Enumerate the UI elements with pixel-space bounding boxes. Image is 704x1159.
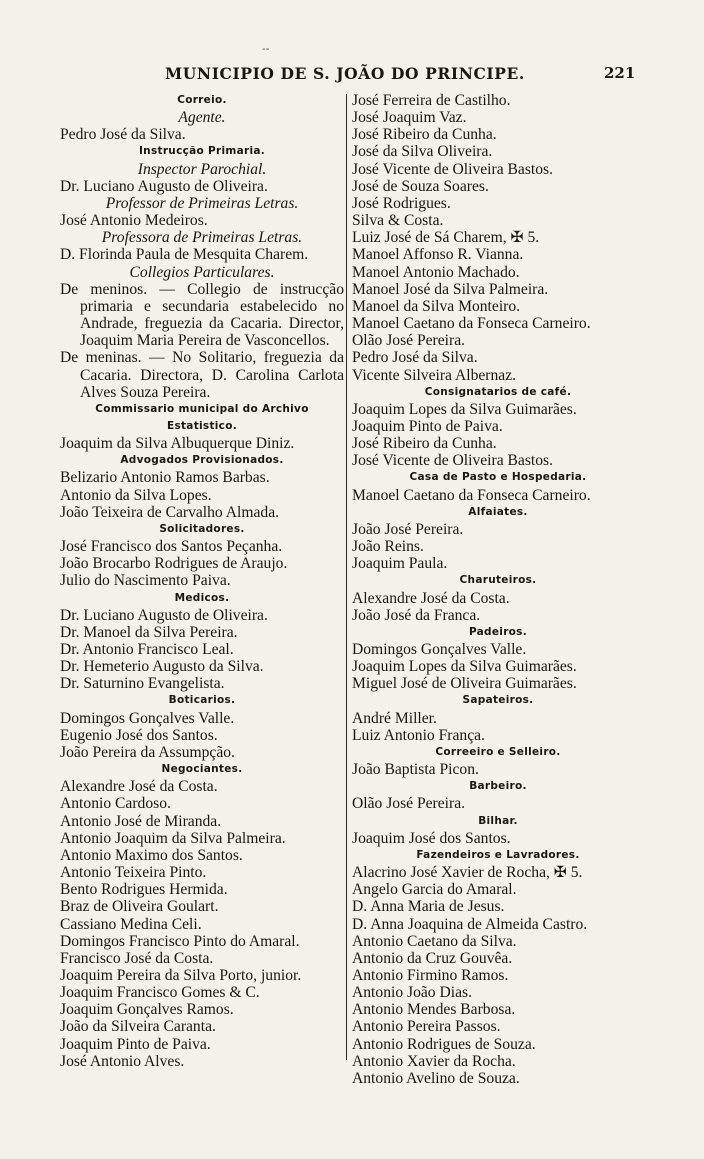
entry-line: Joaquim da Silva Albuquerque Diniz. (60, 435, 295, 453)
entry-line: João José da Franca. (352, 606, 481, 624)
section-heading: Boticarios. (168, 694, 236, 707)
entry-line: Joaquim Francisco Gomes & C. (60, 984, 260, 1002)
entry-line: João Baptista Picon. (352, 761, 479, 779)
section-heading: Alfaiates. (468, 505, 528, 518)
entry-line: Antonio Avelino de Souza. (352, 1069, 520, 1087)
entry-line: José Vicente de Oliveira Bastos. (352, 452, 554, 470)
entry-line: Domingos Francisco Pinto do Amaral. (60, 932, 300, 950)
entry-line: Antonio da Silva Lopes. (60, 486, 212, 504)
entry-line: José Joaquim Vaz. (352, 109, 467, 127)
section-heading: Negociantes. (161, 763, 243, 776)
section-heading: Correio. (177, 94, 227, 106)
entry-line: José Vicente de Oliveira Bastos. (352, 160, 554, 178)
entry-line: José Ribeiro da Cunha. (352, 126, 497, 144)
entry-line: Domingos Gonçalves Valle. (60, 709, 235, 727)
entry-line: Belizario Antonio Ramos Barbas. (60, 469, 270, 487)
entry-line: Joaquim Pinto de Paiva. (352, 417, 503, 435)
entry-line: Alexandre José da Costa. (352, 589, 510, 607)
entry-line: Bento Rodrigues Hermida. (60, 881, 228, 899)
entry-line: Antonio Joaquim da Silva Palmeira. (60, 829, 286, 847)
entry-line: Antonio Rodrigues de Souza. (352, 1035, 536, 1053)
entry-line: Braz de Oliveira Goulart. (60, 898, 219, 916)
entry-line: Joaquim Pinto de Paiva. (60, 1035, 211, 1053)
entry-line: Antonio Caetano da Silva. (352, 932, 517, 950)
entry-line: Manoel da Silva Monteiro. (352, 297, 521, 315)
entry-line: Dr. Luciano Augusto de Oliveira. (60, 177, 268, 195)
entry-line: José da Silva Oliveira. (352, 143, 493, 161)
top-mark: -- (262, 42, 270, 55)
section-heading: Correeiro e Selleiro. (435, 745, 561, 758)
entry-line: Francisco José da Costa. (60, 949, 214, 967)
entry-line: D. Anna Maria de Jesus. (352, 898, 505, 916)
entry-line: Antonio da Cruz Gouvêa. (352, 949, 513, 967)
entry-line: Eugenio José dos Santos. (60, 726, 218, 744)
entry-line: José Francisco dos Santos Peçanha. (60, 538, 283, 556)
entry-line: João Pereira da Assumpção. (60, 743, 235, 761)
entry-line: José Antonio Alves. (60, 1052, 185, 1070)
entry-line: D. Florinda Paula de Mesquita Charem. (60, 246, 309, 264)
column-divider (346, 94, 347, 1060)
entry-line: Luiz José de Sá Charem, ✠ 5. (352, 229, 540, 247)
entry-line: João Teixeira de Carvalho Almada. (60, 503, 280, 521)
section-heading: Sapateiros. (462, 694, 534, 707)
entry-line: José Rodrigues. (352, 194, 451, 212)
entry-line: Antonio Firmino Ramos. (352, 966, 509, 984)
entry-line: André Miller. (352, 709, 437, 727)
entry-line: João Brocarbo Rodrigues de Araujo. (60, 555, 288, 573)
section-heading: Padeiros. (468, 625, 528, 638)
entry-line: Antonio Teixeira Pinto. (60, 864, 207, 882)
entry-line: Cassiano Medina Celi. (60, 915, 202, 933)
entry-line: Joaquim Pereira da Silva Porto, junior. (60, 966, 302, 984)
subsection-heading: Agente. (178, 109, 226, 127)
entry-line: Alexandre José da Costa. (60, 778, 218, 796)
entry-line: José de Souza Soares. (352, 177, 489, 195)
left-column (60, 92, 344, 1070)
entry-line: Antonio Xavier da Rocha. (352, 1052, 516, 1070)
subsection-heading: Professora de Primeiras Letras. (101, 229, 303, 247)
entry-line: Joaquim Lopes da Silva Guimarães. (352, 658, 577, 676)
entry-line: José Ribeiro da Cunha. (352, 435, 497, 453)
entry-line: Luiz Antonio França. (352, 726, 485, 744)
entry-line: João José Pereira. (352, 520, 464, 538)
paragraph-entry: De meninas. — No Solitario, freguezia da Cacaria. Directora, D. Carolina Carlota Alves Souza Pereira. (60, 349, 344, 401)
subsection-heading: Professor de Primeiras Letras. (105, 194, 299, 212)
entry-line: Joaquim José dos Santos. (352, 829, 511, 847)
entry-line: Pedro José da Silva. (352, 349, 478, 367)
entry-line: Manoel José da Silva Palmeira. (352, 280, 549, 298)
entry-line: Dr. Antonio Francisco Leal. (60, 641, 234, 658)
entry-line: Olão José Pereira. (352, 795, 466, 813)
entry-line: Domingos Gonçalves Valle. (352, 641, 527, 658)
entry-line: Joaquim Paula. (352, 555, 448, 573)
entry-line: Joaquim Lopes da Silva Guimarães. (352, 400, 577, 418)
section-heading: Commissario municipal do Archivo Estatistico. (95, 402, 309, 432)
section-heading: Consignatarios de café. (424, 385, 572, 398)
entry-line: Manoel Antonio Machado. (352, 263, 520, 281)
entry-line: Olão José Pereira. (352, 332, 466, 350)
entry-line: José Antonio Medeiros. (60, 212, 208, 230)
entry-line: D. Anna Joaquina de Almeida Castro. (352, 915, 588, 933)
entry-line: Antonio Mendes Barbosa. (352, 1001, 516, 1019)
entry-line: Manoel Affonso R. Vianna. (352, 246, 524, 264)
entry-line: Dr. Hemeterio Augusto da Silva. (60, 658, 264, 676)
entry-line: Antonio José de Miranda. (60, 812, 222, 830)
paragraph-entry: De meninos. — Collegio de instrucção primaria e secundaria estabelecido no Andrade, freguezia da Cacaria. Director, Joaquim Maria Pereira de Vasconcellos. (60, 280, 344, 350)
right-column (352, 92, 644, 1087)
subsection-heading: Inspector Parochial. (137, 160, 267, 178)
section-heading: Instrucção Primaria. (138, 145, 266, 158)
entry-line: Antonio Maximo dos Santos. (60, 846, 243, 864)
entry-line: Dr. Luciano Augusto de Oliveira. (60, 606, 268, 624)
entry-line: Antonio Cardoso. (60, 795, 171, 813)
entry-line: Angelo Garcia do Amaral. (352, 881, 517, 899)
entry-line: João Reins. (352, 538, 424, 556)
entry-line: Pedro José da Silva. (60, 126, 186, 144)
entry-line: Antonio João Dias. (352, 984, 472, 1002)
section-heading: Medicos. (174, 591, 230, 604)
entry-line: Alacrino José Xavier de Rocha, ✠ 5. (352, 864, 583, 882)
page-number: 221 (604, 64, 636, 82)
section-heading: Barbeiro. (469, 780, 527, 793)
subsection-heading: Collegios Particulares. (129, 263, 275, 281)
page-title: MUNICIPIO DE S. JOÃO DO PRINCIPE. (165, 64, 525, 83)
entry-line: João da Silveira Caranta. (60, 1018, 216, 1036)
section-heading: Casa de Pasto e Hospedaria. (409, 471, 587, 484)
entry-line: Manoel Caetano da Fonseca Carneiro. (352, 315, 591, 333)
entry-line: Julio do Nascimento Paiva. (60, 572, 231, 590)
section-heading: Advogados Provisionados. (120, 454, 284, 467)
entry-line: Joaquim Gonçalves Ramos. (60, 1001, 234, 1019)
section-heading: Bilhar. (478, 814, 518, 827)
section-heading: Solicitadores. (159, 522, 245, 535)
entry-line: Miguel José de Oliveira Guimarães. (352, 675, 577, 693)
entry-line: Dr. Manoel da Silva Pereira. (60, 623, 238, 641)
entry-line: Silva & Costa. (352, 212, 444, 230)
entry-line: Antonio Pereira Passos. (352, 1018, 501, 1036)
entry-line: José Ferreira de Castilho. (352, 92, 511, 109)
entry-line: Manoel Caetano da Fonseca Carneiro. (352, 486, 591, 504)
entry-line: Vicente Silveira Albernaz. (352, 366, 517, 384)
section-heading: Charuteiros. (459, 574, 537, 587)
section-heading: Fazendeiros e Lavradores. (416, 848, 580, 861)
entry-line: Dr. Saturnino Evangelista. (60, 675, 225, 693)
